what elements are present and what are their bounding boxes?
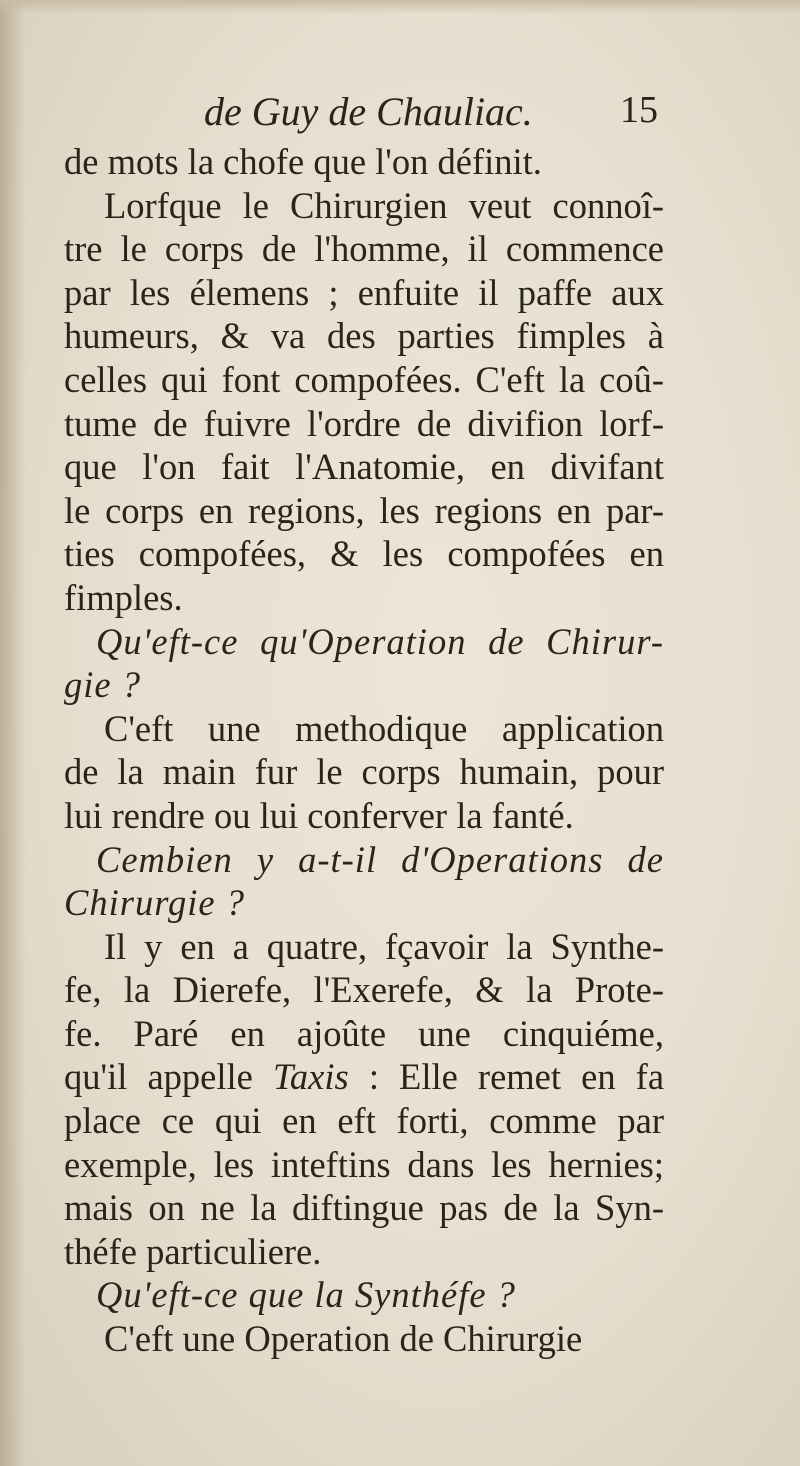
text-line: Lorfque le Chirurgien veut connoî- [104,184,664,226]
text-line-with-italic [64,1055,664,1099]
text-line: Il y en a quatre, fçavoir la Synthe- [104,925,664,967]
text-line: lui rendre ou lui conferver la fanté. [64,794,574,836]
running-head-title: de Guy de Chauliac. [204,89,533,134]
question-heading: gie ? [64,664,141,706]
text-line: de la main fur le corps humain, pour [64,751,664,793]
italic-term: Taxis [272,1056,349,1098]
text-line: par les élemens ; enfuite il paffe aux [64,271,664,313]
text-line: place ce qui en eft forti, comme par [64,1100,664,1142]
text-line: fe. Paré en ajoûte une cinquiéme, [64,1012,664,1054]
text-line: exemple, les inteftins dans les hernies; [64,1143,664,1185]
text-line: de mots la chofe que l'on définit. [64,141,542,182]
text-line: ties compofées, & les compofées en [64,533,664,575]
text-block [64,88,664,1361]
running-head [64,88,664,140]
text-segment: qu'il appelle [64,1056,253,1098]
text-line: humeurs, & va des parties fimples à [64,315,664,357]
text-segment: : Elle remet en fa [368,1056,665,1098]
question-heading: Cembien y a-t-il d'Operations de [96,838,664,880]
gutter-shadow [0,0,26,1466]
question-heading: Chirurgie ? [64,882,246,924]
text-line: C'eft une methodique application [104,707,664,749]
text-line: théfe particuliere. [64,1230,322,1272]
page-number: 15 [620,89,658,131]
top-edge-shadow [0,0,800,14]
text-line: mais on ne la diftingue pas de la Syn- [64,1187,664,1229]
text-line: fimples. [64,576,183,618]
text-line: que l'on fait l'Anatomie, en divifant [64,446,664,488]
text-line: celles qui font compofées. C'eft la coû- [64,358,664,400]
question-heading: Qu'eft-ce qu'Operation de Chirur- [96,620,664,662]
text-line: tre le corps de l'homme, il commence [64,228,664,270]
text-line: C'eft une Operation de Chirurgie [104,1318,583,1360]
text-line: le corps en regions, les regions en par- [64,489,664,531]
text-line: fe, la Dierefe, l'Exerefe, & la Prote- [64,969,664,1011]
question-heading: Qu'eft-ce que la Synthéfe ? [96,1274,516,1316]
text-line: tume de fuivre l'ordre de divifion lorf- [64,402,664,444]
